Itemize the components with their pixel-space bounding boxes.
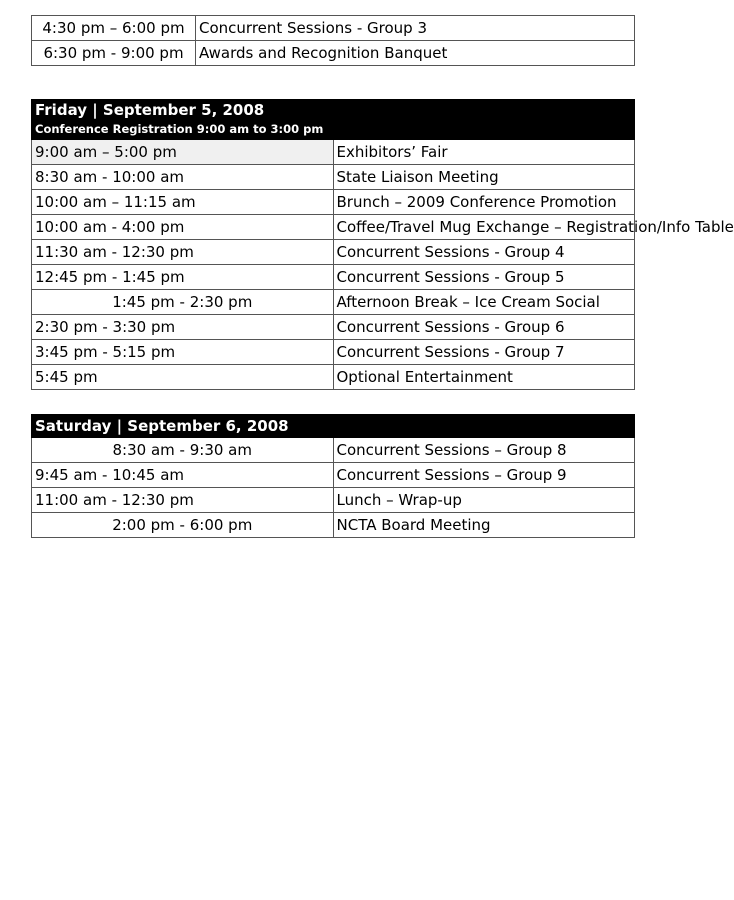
time-cell: 11:00 am - 12:30 pm — [32, 488, 334, 513]
time-cell: 9:00 am – 5:00 pm — [32, 140, 334, 165]
day-title: Friday | September 5, 2008 — [35, 101, 265, 119]
day-subtitle: Conference Registration 9:00 am to 3:00 pm — [35, 122, 324, 136]
table-row — [32, 240, 635, 265]
event-cell: Concurrent Sessions - Group 3 — [196, 16, 635, 41]
time-cell: 2:00 pm - 6:00 pm — [32, 513, 334, 538]
friday-schedule-table — [31, 99, 734, 390]
time-cell: 10:00 am – 11:15 am — [32, 190, 334, 215]
time-cell: 11:30 am - 12:30 pm — [32, 240, 334, 265]
time-cell: 3:45 pm - 5:15 pm — [32, 340, 334, 365]
table-row — [32, 265, 635, 290]
table-row — [32, 140, 635, 165]
table-row — [32, 41, 635, 66]
event-cell: Concurrent Sessions – Group 9 — [333, 463, 635, 488]
event-cell: Concurrent Sessions – Group 8 — [333, 438, 635, 463]
time-cell: 6:30 pm - 9:00 pm — [32, 41, 196, 66]
event-cell: NCTA Board Meeting — [333, 513, 635, 538]
day-title: Saturday | September 6, 2008 — [35, 417, 289, 435]
day-header-row — [32, 415, 635, 438]
time-cell: 10:00 am - 4:00 pm — [32, 215, 334, 240]
event-cell: Concurrent Sessions - Group 6 — [333, 315, 635, 340]
table-row — [32, 315, 635, 340]
event-cell: Coffee/Travel Mug Exchange – Registration/Info Table — [333, 215, 635, 240]
event-cell: Concurrent Sessions - Group 4 — [333, 240, 635, 265]
event-cell: Brunch – 2009 Conference Promotion — [333, 190, 635, 215]
time-cell: 4:30 pm – 6:00 pm — [32, 16, 196, 41]
table-row — [32, 16, 635, 41]
thursday-schedule-table — [31, 15, 635, 66]
table-row — [32, 190, 635, 215]
day-header — [32, 415, 635, 438]
table-row — [32, 340, 635, 365]
saturday-schedule-table — [31, 414, 635, 538]
event-cell: Exhibitors’ Fair — [333, 140, 635, 165]
time-cell: 12:45 pm - 1:45 pm — [32, 265, 334, 290]
table-row — [32, 290, 635, 315]
time-cell: 1:45 pm - 2:30 pm — [32, 290, 334, 315]
time-cell: 8:30 am - 9:30 am — [32, 438, 334, 463]
event-cell: State Liaison Meeting — [333, 165, 635, 190]
event-cell: Optional Entertainment — [333, 365, 635, 390]
time-cell: 5:45 pm — [32, 365, 334, 390]
event-cell: Concurrent Sessions - Group 5 — [333, 265, 635, 290]
table-row — [32, 365, 635, 390]
table-row — [32, 513, 635, 538]
time-cell: 9:45 am - 10:45 am — [32, 463, 334, 488]
table-row — [32, 438, 635, 463]
table-row — [32, 215, 635, 240]
time-cell: 2:30 pm - 3:30 pm — [32, 315, 334, 340]
event-cell: Awards and Recognition Banquet — [196, 41, 635, 66]
day-header — [32, 100, 635, 140]
event-cell: Afternoon Break – Ice Cream Social — [333, 290, 635, 315]
time-cell: 8:30 am - 10:00 am — [32, 165, 334, 190]
table-row — [32, 165, 635, 190]
table-row — [32, 463, 635, 488]
day-header-row — [32, 100, 635, 140]
table-row — [32, 488, 635, 513]
event-cell: Concurrent Sessions - Group 7 — [333, 340, 635, 365]
event-cell: Lunch – Wrap-up — [333, 488, 635, 513]
